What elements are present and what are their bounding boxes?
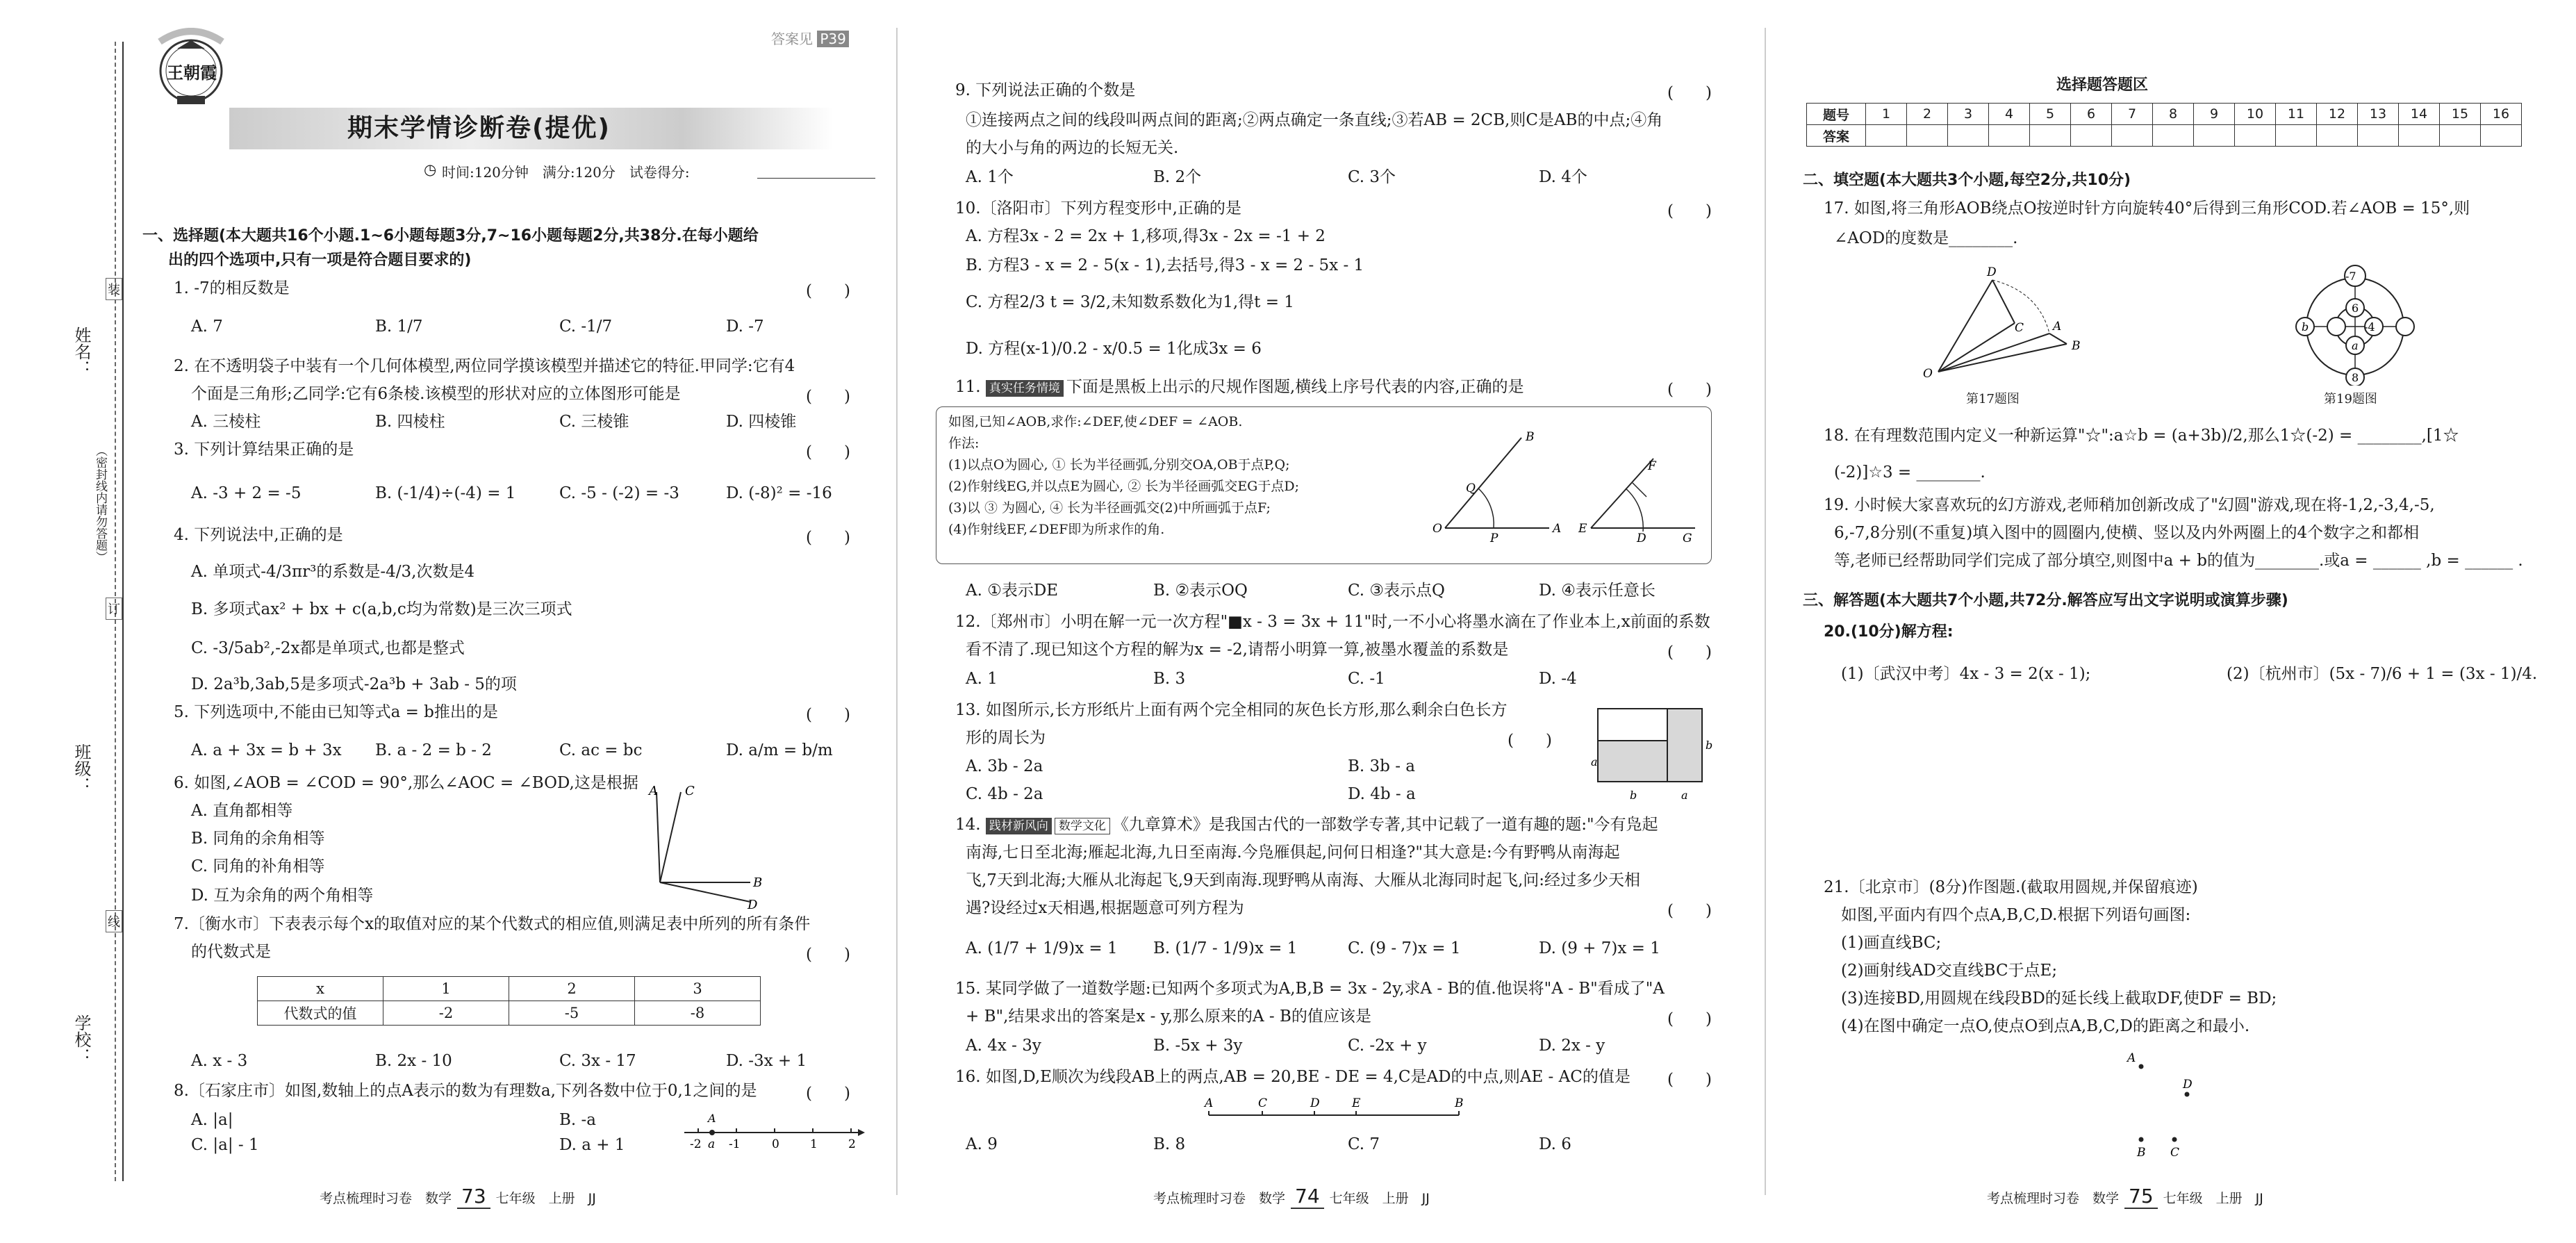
- answer-bracket[interactable]: ( ): [806, 282, 850, 300]
- option: D. ④表示任意长: [1539, 582, 1656, 600]
- option: D. 四棱锥: [726, 413, 797, 431]
- figure-caption: 第19题图: [2324, 392, 2377, 406]
- option: B. 1/7: [375, 318, 423, 336]
- grid-number: 11: [2276, 104, 2317, 125]
- svg-text:D: D: [748, 898, 758, 910]
- svg-text:B: B: [2137, 1146, 2146, 1160]
- option: D. -7: [726, 318, 764, 336]
- class-label: 班级：: [72, 743, 91, 793]
- svg-text:O: O: [1923, 367, 1933, 381]
- grid-number: 13: [2358, 104, 2399, 125]
- footer: 考点梳理时习卷 数学 75 七年级 上册 JJ: [1987, 1185, 2263, 1208]
- question-9-text-cont: 的大小与角的两边的长短无关.: [966, 139, 1179, 157]
- section-title-cont: 出的四个选项中,只有一项是符合题目要求的): [168, 252, 472, 269]
- option: D. 互为余角的两个角相等: [191, 887, 374, 905]
- magic-circle-figure: [2272, 261, 2438, 386]
- option: B. 3: [1153, 670, 1186, 688]
- question-19-cont: 等,老师已经帮助同学们完成了部分填空,则图中a + b的值为________.或a = ______ ,b = ______ .: [1834, 552, 2523, 570]
- svg-text:Q: Q: [1466, 481, 1476, 495]
- answer-cell[interactable]: [2235, 125, 2276, 147]
- question-20: 20.(10分)解方程:: [1824, 623, 1954, 641]
- trend-tag: 践材新风向: [986, 818, 1052, 834]
- figure-caption: 第17题图: [1966, 392, 2020, 406]
- option: C. ③表示点Q: [1348, 582, 1445, 600]
- option: A. 1个: [966, 168, 1014, 186]
- section-title: 一、选择题(本大题共16个小题.1~6小题每题3分,7~16小题每题2分,共38分.在每小题给: [142, 227, 759, 245]
- question-6: 6. 如图,∠AOB = ∠COD = 90°,那么∠AOC = ∠BOD,这是根据: [174, 774, 638, 792]
- option: D. 2x - y: [1539, 1037, 1605, 1055]
- option: C. 同角的补角相等: [191, 857, 325, 875]
- svg-text:C: C: [2170, 1146, 2180, 1160]
- answer-cell[interactable]: [2030, 125, 2071, 147]
- option: A. x - 3: [191, 1052, 248, 1070]
- option: B. (-1/4)÷(-4) = 1: [375, 484, 516, 502]
- answer-bracket[interactable]: ( ): [806, 388, 850, 406]
- svg-text:A: A: [708, 1112, 716, 1125]
- answer-cell[interactable]: [1907, 125, 1948, 147]
- grid-number: 5: [2030, 104, 2071, 125]
- question-2: 2. 在不透明袋子中装有一个几何体模型,两位同学摸该模型并描述它的特征.甲同学:它有4: [174, 357, 795, 375]
- option: A. 4x - 3y: [966, 1037, 1041, 1055]
- table-cell: 代数式的值: [258, 1001, 383, 1026]
- question-9-text: ①连接两点之间的线段叫两点间的距离;②两点确定一条直线;③若AB = 2CB,则C是AB的中点;④角: [966, 111, 1663, 129]
- school-label: 学校：: [72, 1014, 91, 1064]
- answer-cell[interactable]: [2358, 125, 2399, 147]
- option: D. 6: [1539, 1135, 1571, 1153]
- circle-number: a: [2352, 339, 2359, 352]
- option: A. -3 + 2 = -5: [191, 484, 302, 502]
- option: A. 9: [966, 1135, 998, 1153]
- answer-bracket[interactable]: ( ): [1667, 643, 1712, 661]
- option: D. 2a³b,3ab,5是多项式-2a³b + 3ab - 5的项: [191, 675, 517, 693]
- grid-number: 8: [2153, 104, 2194, 125]
- circle-number: b: [2302, 320, 2309, 334]
- option: B. -a: [559, 1111, 597, 1129]
- question-12: 12.〔郑州市〕小明在解一元一次方程"■x - 3 = 3x + 11"时,一不小心将墨水滴在了作业本上,x前面的系数: [955, 613, 1710, 631]
- option: B. 多项式ax² + bx + c(a,b,c均为常数)是三次三项式: [191, 600, 572, 618]
- option: D. 方程(x-1)/0.2 - x/0.5 = 1化成3x = 6: [966, 340, 1262, 358]
- option: A. a + 3x = b + 3x: [191, 741, 342, 759]
- answer-bracket[interactable]: ( ): [1667, 1010, 1712, 1028]
- answer-bracket[interactable]: ( ): [806, 529, 850, 547]
- option: C. 7: [1348, 1135, 1380, 1153]
- culture-tag: 数学文化: [1055, 818, 1110, 834]
- answer-bracket[interactable]: ( ): [1667, 1071, 1712, 1089]
- option: A. ①表示DE: [966, 582, 1059, 600]
- grid-answer-header: 答案: [1807, 125, 1866, 147]
- table-cell: -5: [509, 1001, 635, 1026]
- page-74: [896, 0, 1765, 1243]
- grid-number: 15: [2440, 104, 2481, 125]
- question-14-text: 遇?设经过x天相遇,根据题意可列方程为: [966, 899, 1244, 917]
- question-20-part1: (1)〔武汉中考〕4x - 3 = 2(x - 1);: [1841, 665, 2091, 683]
- answer-cell[interactable]: [2317, 125, 2358, 147]
- grid-number: 12: [2317, 104, 2358, 125]
- svg-text:-1: -1: [729, 1137, 741, 1151]
- construction-figure: [1424, 417, 1702, 556]
- question-11: 11. 真实任务情境 下面是黑板上出示的尺规作图题,横线上序号代表的内容,正确的是: [955, 378, 1524, 396]
- question-14-text: 南海,七日至北海;雁起北海,九日至南海.今凫雁俱起,问何日相逢?"其大意是:今有野鸭从南海起: [966, 843, 1620, 862]
- seal-notice: （密封线内请勿答题）: [93, 445, 107, 563]
- option: B. 四棱柱: [375, 413, 445, 431]
- svg-text:D: D: [1310, 1096, 1320, 1110]
- svg-text:B: B: [2072, 339, 2081, 353]
- svg-text:C: C: [1258, 1096, 1268, 1110]
- question-8: 8.〔石家庄市〕如图,数轴上的点A表示的数为有理数a,下列各数中位于0,1之间的是: [174, 1082, 757, 1100]
- option: C. -1: [1348, 670, 1385, 688]
- table-cell: -8: [635, 1001, 761, 1026]
- answer-bracket[interactable]: ( ): [1667, 902, 1712, 920]
- svg-text:A: A: [649, 784, 658, 798]
- option: B. 2个: [1153, 168, 1202, 186]
- svg-text:A: A: [1205, 1096, 1214, 1110]
- option: C. 方程2/3 t = 3/2,未知数系数化为1,得t = 1: [966, 293, 1294, 311]
- option: C. -1/7: [559, 318, 613, 336]
- svg-text:D: D: [1987, 265, 1997, 279]
- answer-cell[interactable]: [2071, 125, 2112, 147]
- svg-text:F: F: [1648, 459, 1656, 473]
- svg-text:B: B: [1526, 430, 1535, 444]
- footer: 考点梳理时习卷 数学 73 七年级 上册 JJ: [320, 1185, 596, 1208]
- option: A. 单项式-4/3πr³的系数是-4/3,次数是4: [191, 563, 475, 581]
- question-1: 1. -7的相反数是: [174, 279, 290, 297]
- answer-cell[interactable]: [2440, 125, 2481, 147]
- option: B. ②表示OQ: [1153, 582, 1248, 600]
- table-cell: x: [258, 977, 383, 1001]
- option: A. 方程3x - 2 = 2x + 1,移项,得3x - 2x = -1 + 2: [966, 227, 1326, 245]
- question-19: 19. 小时候大家喜欢玩的幻方游戏,老师稍加创新改成了"幻圆"游戏,现在将-1,2,-3,4,-5,: [1824, 496, 2435, 514]
- question-13-cont: 形的周长为: [966, 729, 1046, 747]
- question-20-part2: (2)〔杭州市〕(5x - 7)/6 + 1 = (3x - 1)/4.: [2227, 665, 2538, 683]
- table-cell: 3: [635, 977, 761, 1001]
- svg-text:O: O: [1433, 522, 1442, 536]
- circle-number: -4: [2364, 320, 2375, 334]
- option: C. -2x + y: [1348, 1037, 1427, 1055]
- option: D. 4b - a: [1348, 785, 1416, 803]
- question-14: 14. 践材新风向 数学文化 《九章算术》是我国古代的一部数学专著,其中记载了一道有趣的题:"今有凫起: [955, 816, 1658, 834]
- time-info: 时间:120分钟 满分:120分 试卷得分:: [442, 164, 690, 181]
- scenario-tag: 真实任务情境: [986, 380, 1064, 397]
- question-9: 9. 下列说法正确的个数是: [955, 81, 1136, 99]
- answer-cell[interactable]: [2399, 125, 2440, 147]
- question-15: 15. 某同学做了一道数学题:已知两个多项式为A,B,B = 3x - 2y,求A - B的值.他误将"A - B"看成了"A: [955, 980, 1665, 998]
- answer-bracket[interactable]: ( ): [1508, 732, 1552, 750]
- logo: [139, 28, 243, 111]
- answer-bracket[interactable]: ( ): [1667, 202, 1712, 220]
- answer-bracket[interactable]: ( ): [1667, 84, 1712, 102]
- rectangle-figure: [1591, 702, 1716, 806]
- option: C. 3个: [1348, 168, 1396, 186]
- svg-text:a: a: [1591, 755, 1598, 768]
- table-cell: -2: [383, 1001, 509, 1026]
- option: A. 三棱柱: [191, 413, 261, 431]
- circle-number: -7: [2345, 270, 2356, 283]
- answer-cell[interactable]: [1866, 125, 1907, 147]
- seal-line-solid: [122, 42, 124, 1181]
- option: C. 三棱锥: [559, 413, 629, 431]
- option: B. (1/7 - 1/9)x = 1: [1153, 939, 1298, 957]
- grid-number: 4: [1989, 104, 2030, 125]
- question-4: 4. 下列说法中,正确的是: [174, 526, 343, 544]
- grid-number: 7: [2112, 104, 2153, 125]
- option: A. (1/7 + 1/9)x = 1: [966, 939, 1118, 957]
- svg-text:0: 0: [772, 1137, 779, 1151]
- grid-number: 16: [2481, 104, 2522, 125]
- svg-text:B: B: [753, 875, 763, 890]
- segment-figure: [1195, 1094, 1473, 1129]
- svg-text:A: A: [1553, 522, 1562, 536]
- question-16: 16. 如图,D,E顺次为线段AB上的两点,AB = 20,BE - DE = 4,C是AD的中点,则AE - AC的值是: [955, 1068, 1630, 1086]
- svg-text:a: a: [1681, 789, 1688, 802]
- table-cell: 2: [509, 977, 635, 1001]
- svg-text:b: b: [1630, 789, 1637, 802]
- seal-char: 装: [106, 278, 122, 300]
- option: A. 7: [191, 318, 223, 336]
- page-75: [1765, 0, 2576, 1243]
- four-points-figure[interactable]: [2126, 1042, 2209, 1160]
- option: B. 2x - 10: [375, 1052, 452, 1070]
- question-7-cont: 的代数式是: [191, 943, 271, 961]
- grid-number: 6: [2071, 104, 2112, 125]
- option: D. 4个: [1539, 168, 1587, 186]
- option: B. -5x + 3y: [1153, 1037, 1243, 1055]
- answer-bracket[interactable]: ( ): [1667, 381, 1712, 399]
- question-12-cont: 看不清了.现已知这个方程的解为x = -2,请帮小明算一算,被墨水覆盖的系数是: [966, 641, 1509, 659]
- question-18-cont: (-2)]☆3 = ________.: [1834, 463, 1985, 481]
- option: B. 3b - a: [1348, 757, 1415, 775]
- option: B. 8: [1153, 1135, 1186, 1153]
- svg-text:A: A: [2053, 320, 2062, 334]
- option: A. |a|: [191, 1111, 233, 1129]
- name-label: 姓名：: [72, 327, 91, 377]
- svg-text:P: P: [1490, 532, 1498, 545]
- page-number: 74: [1291, 1185, 1324, 1209]
- step: (2)画射线AD交直线BC于点E;: [1841, 962, 2058, 980]
- question-17: 17. 如图,将三角形AOB绕点O按逆时针方向旋转40°后得到三角形COD.若∠AOB = 15°,则: [1824, 199, 2470, 217]
- svg-text:E: E: [1578, 522, 1587, 536]
- svg-text:C: C: [685, 784, 695, 798]
- answer-bracket[interactable]: ( ): [806, 443, 850, 461]
- option: D. -4: [1539, 670, 1577, 688]
- question-21-text: 如图,平面内有四个点A,B,C,D.根据下列语句画图:: [1841, 906, 2191, 924]
- grid-number: 1: [1866, 104, 1907, 125]
- svg-text:A: A: [2127, 1051, 2136, 1065]
- svg-text:B: B: [1455, 1096, 1464, 1110]
- clock-icon: ◷: [424, 161, 437, 178]
- seal-char: 线: [106, 910, 122, 932]
- option: D. a/m = b/m: [726, 741, 833, 759]
- svg-text:D: D: [2183, 1078, 2193, 1092]
- option: C. ac = bc: [559, 741, 643, 759]
- option: C. 3x - 17: [559, 1052, 636, 1070]
- option: D. a + 1: [559, 1136, 625, 1154]
- answer-ref: 答案见 P39: [771, 28, 849, 48]
- svg-text:1: 1: [810, 1137, 818, 1151]
- grid-number: 14: [2399, 104, 2440, 125]
- question-5: 5. 下列选项中,不能由已知等式a = b推出的是: [174, 703, 498, 721]
- option: A. 直角都相等: [191, 802, 293, 820]
- page-number: 73: [457, 1185, 490, 1209]
- answer-cell[interactable]: [1948, 125, 1989, 147]
- question-15-cont: + B",结果求出的答案是x - y,那么原来的A - B的值应该是: [966, 1007, 1371, 1026]
- step: (1)画直线BC;: [1841, 934, 1942, 952]
- circle-number: 8: [2352, 371, 2359, 384]
- svg-text:C: C: [2015, 321, 2024, 335]
- option: D. -3x + 1: [726, 1052, 807, 1070]
- page-number: 75: [2124, 1185, 2158, 1209]
- grid-number: 9: [2194, 104, 2235, 125]
- q6-angle-figure: [625, 778, 764, 910]
- answer-cell[interactable]: [1989, 125, 2030, 147]
- svg-text:-2: -2: [690, 1137, 702, 1151]
- answer-cell[interactable]: [2276, 125, 2317, 147]
- score-blank[interactable]: [757, 178, 875, 179]
- q17-rotation-figure: [1910, 261, 2091, 386]
- page-73: [0, 0, 896, 1243]
- question-14-text: 飞,7天到北海;大雁从北海起飞,9天到南海.现野鸭从南海、大雁从北海同时起飞,问:经过多少天相: [966, 871, 1641, 889]
- question-7: 7.〔衡水市〕下表表示每个x的取值对应的某个代数式的相应值,则满足表中所列的所有条件: [174, 915, 811, 933]
- svg-text:a: a: [708, 1137, 716, 1151]
- grid-number: 10: [2235, 104, 2276, 125]
- answer-cell[interactable]: [2112, 125, 2153, 147]
- grid-number: 3: [1948, 104, 1989, 125]
- answer-grid-title: 选择题答题区: [2056, 76, 2149, 94]
- option: C. 4b - 2a: [966, 785, 1043, 803]
- option: D. (9 + 7)x = 1: [1539, 939, 1660, 957]
- svg-text:2: 2: [848, 1137, 856, 1151]
- question-18: 18. 在有理数范围内定义一种新运算"☆":a☆b = (a+3b)/2,那么1☆(-2) = ________,[1☆: [1824, 427, 2459, 445]
- question-2-cont: 个面是三角形;乙同学:它有6条棱.该模型的形状对应的立体图形可能是: [191, 385, 681, 403]
- question-10: 10.〔洛阳市〕下列方程变形中,正确的是: [955, 199, 1241, 217]
- answer-grid: [1806, 103, 2522, 147]
- answer-cell[interactable]: [2481, 125, 2522, 147]
- section-title: 三、解答题(本大题共7个小题,共72分.解答应写出文字说明或演算步骤): [1803, 592, 2288, 609]
- seal-char: 订: [106, 598, 122, 620]
- answer-cell[interactable]: [2194, 125, 2235, 147]
- construction-steps: 如图,已知∠AOB,求作:∠DEF,使∠DEF = ∠AOB. 作法: (1)以点O为圆心, ① 长为半径画弧,分别交OA,OB于点P,Q; (2)作射线EG,并以点E为圆心, ② 长为半径画弧交EG于点D; (3)以 ③ 为圆心, ④ 长为半径画弧交(2)中所画弧于点F; (4)作射线EF,∠DEF即为所求作的角.: [948, 414, 1299, 537]
- answer-bracket[interactable]: ( ): [806, 706, 850, 724]
- option: B. a - 2 = b - 2: [375, 741, 492, 759]
- page-title: 期末学情诊断卷(提优): [347, 114, 611, 142]
- question-19-cont: 6,-7,8分别(不重复)填入图中的圆圈内,使横、竖以及内外两圈上的4个数字之和都相: [1834, 524, 2420, 542]
- answer-cell[interactable]: [2153, 125, 2194, 147]
- option: B. 同角的余角相等: [191, 830, 325, 848]
- question-17-cont: ∠AOD的度数是________.: [1834, 229, 2018, 247]
- question-3: 3. 下列计算结果正确的是: [174, 441, 354, 459]
- option: C. (9 - 7)x = 1: [1348, 939, 1461, 957]
- answer-bracket[interactable]: ( ): [806, 1085, 850, 1103]
- option: C. |a| - 1: [191, 1136, 259, 1154]
- number-line-figure: [677, 1105, 865, 1160]
- grid-header: 题号: [1807, 104, 1866, 125]
- option: C. -5 - (-2) = -3: [559, 484, 679, 502]
- step: (4)在图中确定一点O,使点O到点A,B,C,D的距离之和最小.: [1841, 1017, 2250, 1035]
- question-13: 13. 如图所示,长方形纸片上面有两个完全相同的灰色长方形,那么剩余白色长方: [955, 701, 1508, 719]
- table-cell: 1: [383, 977, 509, 1001]
- section-title: 二、填空题(本大题共3个小题,每空2分,共10分): [1803, 172, 2131, 189]
- svg-text:G: G: [1683, 532, 1692, 545]
- option: C. -3/5ab²,-2x都是单项式,也都是整式: [191, 639, 465, 657]
- grid-number: 2: [1907, 104, 1948, 125]
- svg-text:D: D: [1637, 532, 1646, 545]
- option: A. 1: [966, 670, 998, 688]
- logo-text: 王朝霞: [167, 63, 217, 83]
- question-21: 21.〔北京市〕(8分)作图题.(截取用圆规,并保留痕迹): [1824, 878, 2198, 896]
- option: B. 方程3 - x = 2 - 5(x - 1),去括号,得3 - x = 2 - 5x - 1: [966, 256, 1364, 274]
- option: A. 3b - 2a: [966, 757, 1043, 775]
- footer: 考点梳理时习卷 数学 74 七年级 上册 JJ: [1153, 1185, 1430, 1208]
- answer-page-badge: P39: [817, 31, 849, 47]
- option: D. (-8)² = -16: [726, 484, 832, 502]
- circle-number: 6: [2352, 302, 2359, 315]
- step: (3)连接BD,用圆规在线段BD的延长线上截取DF,使DF = BD;: [1841, 989, 2277, 1007]
- q7-table: [257, 976, 761, 1026]
- answer-space[interactable]: [1841, 691, 2536, 872]
- svg-text:E: E: [1352, 1096, 1361, 1110]
- svg-text:b: b: [1706, 739, 1713, 752]
- answer-bracket[interactable]: ( ): [806, 946, 850, 964]
